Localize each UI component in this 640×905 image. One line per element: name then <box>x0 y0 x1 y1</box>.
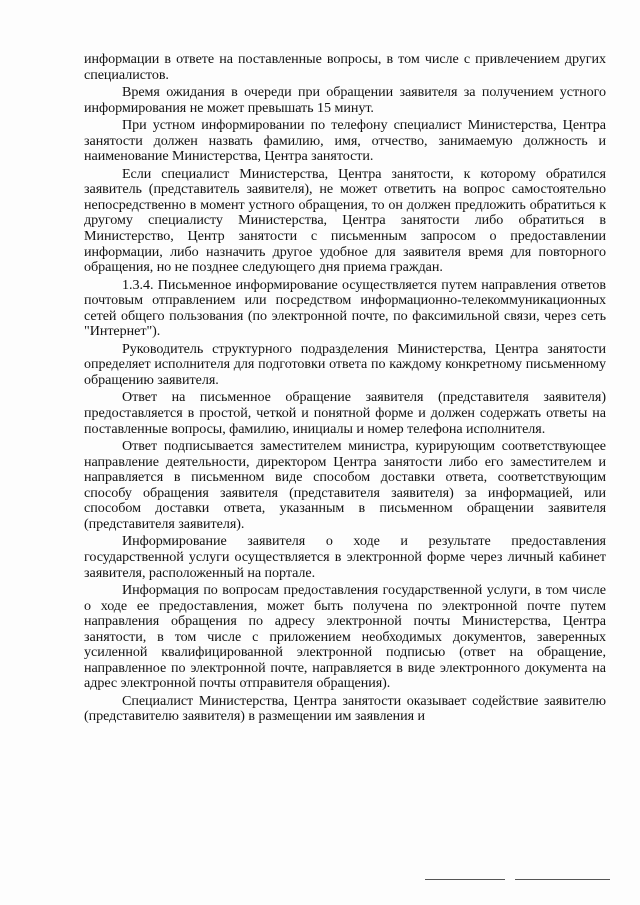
document-body <box>84 52 606 727</box>
paragraph: Ответ подписывается заместителем министра, курирующим соответствующее направление деятельности, директором Центра занятости либо его заместителем и направляется в письменном виде способом доставки ответа, соответствующим способу обращения заявителя (представителя заявителя) за информацией, или способом доставки ответа, указанным в письменном обращении заявителя (представителя заявителя). <box>84 438 606 532</box>
paragraph: При устном информировании по телефону специалист Министерства, Центра занятости должен назвать фамилию, имя, отчество, занимаемую должность и наименование Министерства, Центра занятости. <box>84 117 606 165</box>
paragraph: Руководитель структурного подразделения Министерства, Центра занятости определяет исполнителя для подготовки ответа по каждому конкретному письменному обращению заявителя. <box>84 340 606 388</box>
footer-divider <box>425 879 505 880</box>
paragraph: информации в ответе на поставленные вопросы, в том числе с привлечением других специалистов. <box>84 51 606 83</box>
paragraph: Информация по вопросам предоставления государственной услуги, в том числе о ходе ее предоставления, может быть получена по электронной почте путем направления обращения по адресу электронной почты Министерства, Центра занятости, в том числе с приложением необходимых документов, заверенных усиленной квалифицированной электронной подписью (ответ на обращение, направленное по электронной почте, направляется в виде электронного документа на адрес электронной почты отправителя обращения). <box>84 582 606 692</box>
paragraph: 1.3.4. Письменное информирование осуществляется путем направления ответов почтовым отправлением или посредством информационно-телекоммуникационных сетей общего пользования (по электронной почте, по факсимильной связи, через сеть "Интернет"). <box>84 276 606 340</box>
paragraph: Если специалист Министерства, Центра занятости, к которому обратился заявитель (представитель заявителя), не может ответить на вопрос самостоятельно непосредственно в момент устного обращения, то он должен предложить обратиться к другому специалисту Министерства, Центра занятости либо обратиться в Министерство, Центр занятости с письменным запросом о предоставлении информации, либо назначить другое удобное для заявителя время для повторного обращения, но не позднее следующего дня приема граждан. <box>84 165 606 276</box>
footer-divider <box>515 879 610 880</box>
paragraph: Специалист Министерства, Центра занятости оказывает содействие заявителю (представителю заявителя) в размещении им заявления и <box>84 692 606 725</box>
paragraph: Время ожидания в очереди при обращении заявителя за получением устного информирования не может превышать 15 минут. <box>84 84 606 116</box>
paragraph: Информирование заявителя о ходе и результате предоставления государственной услуги осуществляется в электронной форме через личный кабинет заявителя, расположенный на портале. <box>84 533 606 581</box>
paragraph: Ответ на письменное обращение заявителя (представителя заявителя) предоставляется в простой, четкой и понятной форме и должен содержать ответы на поставленные вопросы, фамилию, инициалы и номер телефона исполнителя. <box>84 389 606 437</box>
